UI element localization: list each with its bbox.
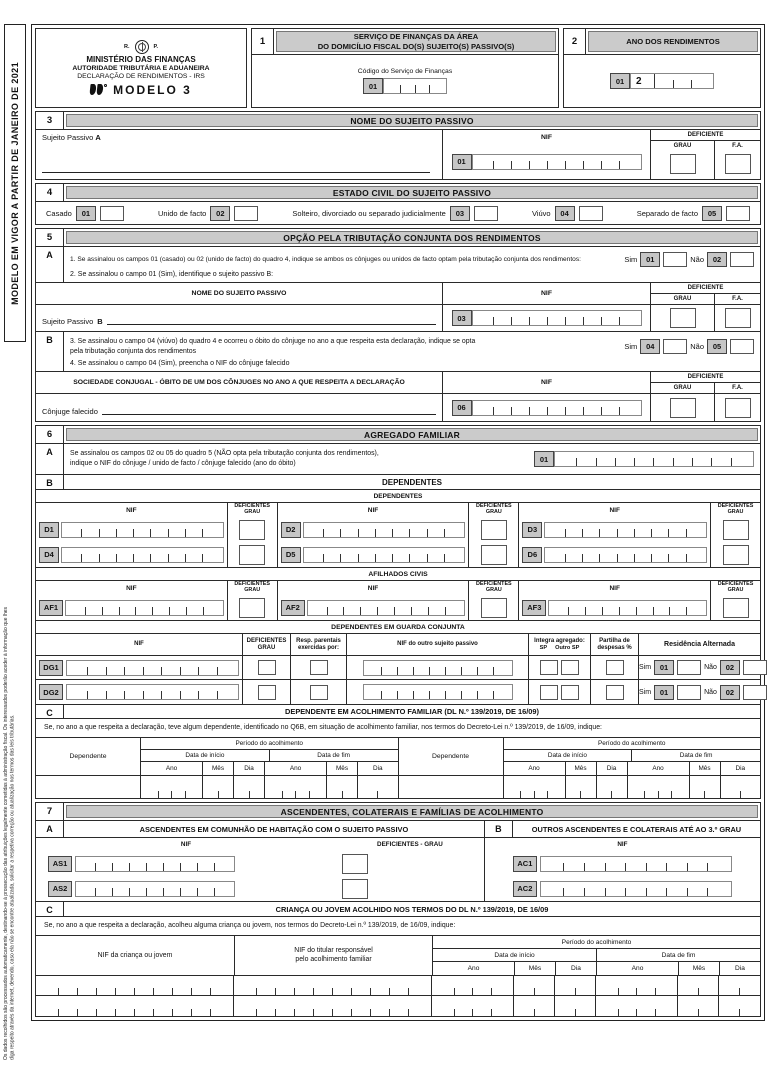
q1-title: SERVIÇO DE FINANÇAS DA ÁREA DO DOMICÍLIO FISCAL DO(S) SUJEITO(S) PASSIVO(S) <box>276 31 556 52</box>
q6c-letter: C <box>36 705 64 718</box>
q7a-block: A ASCENDENTES EM COMUNHÃO DE HABITAÇÃO COM O SUJEITO PASSIVO NIF DEFICIENTES - GRAU AS1 AS2 <box>36 821 485 901</box>
dg1-outro-sp-input[interactable] <box>561 660 579 675</box>
dg1-grau-input[interactable] <box>258 660 276 675</box>
fim-ano-input[interactable] <box>596 996 678 1016</box>
solteiro-checkbox[interactable] <box>474 206 498 221</box>
af1-nif-input[interactable] <box>65 600 224 616</box>
header-section <box>35 28 761 108</box>
d1-nif-input[interactable] <box>61 522 224 538</box>
sujeito-passivo-a-cell: Sujeito Passivo A <box>36 130 442 179</box>
model-validity-note: MODELO EM VIGOR A PARTIR DE JANEIRO DE 2021 <box>10 61 20 305</box>
q2-title: ANO DOS RENDIMENTOS <box>588 31 758 52</box>
dg2-nif-outro-input[interactable] <box>363 684 513 700</box>
q5b-letter: B <box>36 332 64 371</box>
d3-grau-input[interactable] <box>723 520 749 540</box>
dg2-resp-input[interactable] <box>310 685 328 700</box>
fim-ano-input[interactable] <box>596 976 678 995</box>
dependentes-subtitle: DEPENDENTES <box>36 490 760 503</box>
q7b-title: OUTROS ASCENDENTES E COLATERAIS ATÉ AO 3.º GRAU <box>531 824 742 834</box>
q5a-sim-nao: Sim 01 Não 02 <box>624 252 754 267</box>
nif-titular-input[interactable] <box>234 976 432 995</box>
q7-number: 7 <box>36 803 64 820</box>
estado-civil-casado: Casado 01 <box>46 206 124 221</box>
republic-emblem-icon <box>135 40 149 54</box>
inicio-ano-input[interactable] <box>432 996 514 1016</box>
nif-titular-header: NIF do titular responsável pelo acolhimento familiar <box>234 936 432 975</box>
field-code-01: 01 <box>610 73 630 89</box>
fim-mes-input[interactable] <box>327 776 358 798</box>
unido-checkbox[interactable] <box>234 206 258 221</box>
nif-crianca-header: NIF da criança ou jovem <box>97 952 173 960</box>
dg1-nif-input[interactable] <box>66 660 239 676</box>
guarda-conjunta-table: NIF DEFICIENTES GRAU Resp. parentais exercidas por: NIF do outro sujeito passivo Integra agregado: SP Outro SP Partilha de despesas % Residência Alternada DG1 Sim 01 Não 02 DG2 Sim 01 Não 02 <box>36 634 760 704</box>
dg2-grau-input[interactable] <box>258 685 276 700</box>
dependentes-table: NIF D1 D4 DEFICIENTES GRAU NIF D2 D5 DEFICIENTES GRAU NIF D3 D6 DEFICIENTES GRAU <box>36 503 760 568</box>
dependentes-title: DEPENDENTES <box>381 477 442 487</box>
modelo3-form <box>31 24 765 1021</box>
ac2-nif-input[interactable] <box>540 881 732 897</box>
q6a-letter: A <box>36 444 64 474</box>
q5a-line1: 1. Se assinalou os campos 01 (casado) ou 02 (unido de facto) do quadro 4, indique se ambos os cônjuges ou unidos de facto optam pela tributação conjunta dos rendimentos: <box>70 256 581 263</box>
acolhimento-dependente-table: Dependente Período do acolhimento Data de início Data de fim Ano Mês Dia Ano Mês Dia Dependente Período do acolhimento Data de início Data de fim Ano Mês Dia Ano Mês Dia <box>36 738 760 798</box>
inicio-dia-input[interactable] <box>555 996 596 1016</box>
q7c-text: Se, no ano a que respeita a declaração, acolheu alguma criança ou jovem, nos termos do Decreto-Lei n.º 139/2019, de 16/09, indique: <box>36 917 760 936</box>
as1-nif-input[interactable] <box>75 856 235 872</box>
q3-title: NOME DO SUJEITO PASSIVO <box>66 114 758 127</box>
ministry-block <box>35 28 247 108</box>
inicio-mes-input[interactable] <box>203 776 234 798</box>
field-code-01: 01 <box>363 78 383 94</box>
rp-right-label: P. <box>153 43 158 50</box>
fim-dia-input[interactable] <box>358 776 398 798</box>
inicio-mes-input[interactable] <box>514 996 555 1016</box>
q5a-nao-checkbox[interactable] <box>730 252 754 267</box>
d2-grau-input[interactable] <box>481 520 507 540</box>
dg1-residencia-nao-checkbox[interactable] <box>743 660 767 675</box>
name-a-input-line[interactable] <box>42 172 430 173</box>
nif-conjuge-falecido-input[interactable] <box>472 400 642 416</box>
dg1-residencia-sim-checkbox[interactable] <box>677 660 701 675</box>
servico-financas-input[interactable] <box>383 78 447 94</box>
q3-number: 3 <box>36 112 64 129</box>
q5b-line4: 4. Se assinalou o campo 04 (Sim), preencha o NIF do cônjuge falecido <box>70 360 290 368</box>
estado-civil-separado: Separado de facto 05 <box>637 206 750 221</box>
fa-a-input[interactable] <box>725 154 751 174</box>
dg2-residencia-sim-checkbox[interactable] <box>677 685 701 700</box>
conjuge-falecido-input-line[interactable] <box>102 414 436 415</box>
inicio-ano-input[interactable] <box>504 776 566 798</box>
crianca-acolhida-table: NIF da criança ou jovem NIF do titular responsável pelo acolhimento familiar Período do acolhimento Data de início Data de fim Ano Mês Dia Ano Mês Dia <box>36 936 760 1016</box>
q6c-text: Se, no ano a que respeita a declaração, teve algum dependente, identificado no Q6B, em situação de acolhimento familiar, nos termos do Decreto-Lei n.º 139/2019, de 16/09, indique: <box>36 719 760 738</box>
d5-nif-input[interactable] <box>303 547 466 563</box>
ac1-nif-input[interactable] <box>540 856 732 872</box>
inicio-dia-input[interactable] <box>597 776 628 798</box>
casado-checkbox[interactable] <box>100 206 124 221</box>
afilhados-title: AFILHADOS CIVIS <box>36 568 760 581</box>
grau-b-input[interactable] <box>670 308 696 328</box>
authority-name: AUTORIDADE TRIBUTÁRIA E ADUANEIRA <box>72 64 210 72</box>
nif-header: NIF <box>442 283 650 304</box>
dg1-nif-outro-input[interactable] <box>363 660 513 676</box>
nif-sp-b-input[interactable] <box>472 310 642 326</box>
dg1-partilha-input[interactable] <box>606 660 624 675</box>
nif-crianca-input[interactable] <box>36 976 234 995</box>
fim-mes-input[interactable] <box>678 996 719 1016</box>
dg2-residencia-nao-checkbox[interactable] <box>743 685 767 700</box>
dependente-1-input[interactable] <box>36 776 140 798</box>
inicio-mes-input[interactable] <box>566 776 597 798</box>
fa-falecido-input[interactable] <box>725 398 751 418</box>
nif-sp-a-input[interactable] <box>472 154 642 170</box>
q6-title: AGREGADO FAMILIAR <box>66 428 758 441</box>
viuvo-checkbox[interactable] <box>579 206 603 221</box>
q5a-sim-checkbox[interactable] <box>663 252 687 267</box>
field-code-03: 03 <box>452 310 472 326</box>
dg2-partilha-input[interactable] <box>606 685 624 700</box>
q5-number: 5 <box>36 229 64 246</box>
declaration-type: DECLARAÇÃO DE RENDIMENTOS - IRS <box>77 72 205 80</box>
quadro-4 <box>35 183 761 225</box>
d2-nif-input[interactable] <box>303 522 466 538</box>
af1-grau-input[interactable] <box>239 598 265 618</box>
nif-crianca-input[interactable] <box>36 996 234 1016</box>
inicio-ano-input[interactable] <box>432 976 514 995</box>
fa-b-input[interactable] <box>725 308 751 328</box>
ano-rendimentos-input[interactable]: 2 <box>630 73 714 89</box>
dg2-nif-input[interactable] <box>66 684 239 700</box>
servico-financas-caption: Código do Serviço de Finanças <box>357 68 453 75</box>
q6c-title: DEPENDENTE EM ACOLHIMENTO FAMILIAR (DL N.º 139/2019, DE 16/09) <box>285 707 539 717</box>
q6-number: 6 <box>36 426 64 443</box>
estado-civil-solteiro: Solteiro, divorciado ou separado judicialmente 03 <box>292 206 497 221</box>
q5b-sim-nao: Sim 04 Não 05 <box>624 339 754 354</box>
fim-mes-input[interactable] <box>690 776 721 798</box>
af2-nif-input[interactable] <box>307 600 466 616</box>
af3-nif-input[interactable] <box>548 600 707 616</box>
as2-nif-input[interactable] <box>75 881 235 897</box>
rp-left-label: R. <box>124 43 130 50</box>
q6b-letter: B <box>36 475 64 489</box>
inicio-dia-input[interactable] <box>555 976 596 995</box>
q5b-line3: 3. Se assinalou o campo 04 (viúvo) do quadro 4 e ocorreu o óbito do cônjuge no ano a que respeita esta declaração, indique se opta pela tributação conjunta dos rendimentos <box>70 338 476 355</box>
q4-title: ESTADO CIVIL DO SUJEITO PASSIVO <box>66 186 758 199</box>
conjuge-falecido-cell: Cônjuge falecido <box>36 394 442 421</box>
q2-ano-rendimentos <box>563 28 761 108</box>
q6a-text: Se assinalou os campos 02 ou 05 do quadro 5 (NÃO opta pela tributação conjunta dos rendimentos), indique o NIF do cônjuge / unido de facto / cônjuge falecido (ano do óbito) <box>70 449 379 468</box>
fim-dia-input[interactable] <box>719 976 760 995</box>
d3-nif-input[interactable] <box>544 522 707 538</box>
legal-note: Os dados recolhidos são processados automaticamente, destinando-se à prossecução das atribuições legalmente cometidas à administração fiscal. Os interessados poderão aceder à informação que lhes diga respeito através da internet, devendo, caso ela não se encontre atualizada, solicitar a respetiva correção ou atualização nos termos das leis tributárias. <box>3 606 16 1060</box>
inicio-ano-input[interactable] <box>141 776 203 798</box>
sujeito-passivo-b-cell: Sujeito Passivo B <box>36 305 442 331</box>
q5b-nao-checkbox[interactable] <box>730 339 754 354</box>
d5-grau-input[interactable] <box>481 545 507 565</box>
field-code-01: 01 <box>534 451 554 467</box>
q7b-block: B OUTROS ASCENDENTES E COLATERAIS ATÉ AO 3.º GRAU NIF AC1 AC2 <box>485 821 760 901</box>
as2-grau-input[interactable] <box>342 879 368 899</box>
nif-header: NIF <box>541 133 552 141</box>
as1-grau-input[interactable] <box>342 854 368 874</box>
estado-civil-unido: Unido de facto 02 <box>158 206 258 221</box>
q7-title: ASCENDENTES, COLATERAIS E FAMÍLIAS DE ACOLHIMENTO <box>66 805 758 818</box>
ministry-name: MINISTÉRIO DAS FINANÇAS <box>86 54 196 64</box>
inicio-dia-input[interactable] <box>234 776 265 798</box>
fim-dia-input[interactable] <box>719 996 760 1016</box>
fim-ano-input[interactable] <box>265 776 327 798</box>
quadro-5: 5 OPÇÃO PELA TRIBUTAÇÃO CONJUNTA DOS RENDIMENTOS A 1. Se assinalou os campos 01 (casado) ou 02 (unido de facto) do quadro 4, indique se ambos os cônjuges ou unidos de facto optam pela tributação conjunta dos rendimentos: Sim 01 Não 02 2. Se assinalou o campo 01 (Sim), identifique o sujeito passivo B: NOME DO SUJEITO PASSIVO NIF DEFICIENTE GRAU F.A. Sujeito Passivo B 03 B 3. Se assinalou o campo 04 (viúvo) do quadro 4 e ocorreu o óbito do cônjuge no ano a que respeita esta declaração, indique se opta pela tributação conjunta dos rendimentos Sim 04 Não 05 4. Se assinalou o campo 04 (Sim), preencha o NIF do cônjuge falecido SOCIEDADE CONJUGAL - ÓBITO DE UM DOS CÔNJUGES NO ANO A QUE RESPEITA A DECLARAÇÃO NIF DEFICIENTE GRAU F.A. Cônjuge falecido 06 <box>35 228 761 422</box>
model-label: MODELO 3 <box>113 82 192 97</box>
af3-grau-input[interactable] <box>723 598 749 618</box>
model-validity-box <box>4 24 26 342</box>
d4-nif-input[interactable] <box>61 547 224 563</box>
q2-number: 2 <box>564 29 586 54</box>
fim-mes-input[interactable] <box>678 976 719 995</box>
q5-nome-header: NOME DO SUJEITO PASSIVO <box>191 290 287 297</box>
q7c-title: CRIANÇA OU JOVEM ACOLHIDO NOS TERMOS DO DL N.º 139/2019, DE 16/09 <box>275 904 549 914</box>
estado-civil-viuvo: Viúvo 04 <box>532 206 603 221</box>
d1-grau-input[interactable] <box>239 520 265 540</box>
inicio-mes-input[interactable] <box>514 976 555 995</box>
nif-conjuge-q6a-input[interactable] <box>554 451 754 467</box>
quadro-3: 3 NOME DO SUJEITO PASSIVO Sujeito Passivo A NIF 01 DEFICIENTE GRAU F.A. <box>35 111 761 180</box>
quadro-6 <box>35 425 761 799</box>
name-b-input-line[interactable] <box>107 324 436 325</box>
q5a-line2: 2. Se assinalou o campo 01 (Sim), identifique o sujeito passivo B: <box>70 271 274 278</box>
afilhados-table: NIF AF1 DEFICIENTES GRAU NIF AF2 DEFICIENTES GRAU NIF AF3 DEFICIENTES GRAU <box>36 581 760 621</box>
field-code-06: 06 <box>452 400 472 416</box>
q1-servico-financas <box>251 28 559 108</box>
dependente-2-input[interactable] <box>399 776 503 798</box>
q5a-letter: A <box>36 247 64 282</box>
q1-number: 1 <box>252 29 274 54</box>
q7c-letter: C <box>36 902 64 916</box>
dg1-resp-input[interactable] <box>310 660 328 675</box>
separado-checkbox[interactable] <box>726 206 750 221</box>
q7a-title: ASCENDENTES EM COMUNHÃO DE HABITAÇÃO COM O SUJEITO PASSIVO <box>139 824 409 834</box>
fim-ano-input[interactable] <box>628 776 690 798</box>
af2-grau-input[interactable] <box>481 598 507 618</box>
grau-a-input[interactable] <box>670 154 696 174</box>
deficiente-header: DEFICIENTE <box>651 130 760 141</box>
guarda-conjunta-title: DEPENDENTES EM GUARDA CONJUNTA <box>36 621 760 634</box>
d6-nif-input[interactable] <box>544 547 707 563</box>
nif-header: NIF <box>442 372 650 393</box>
dg2-sp-input[interactable] <box>540 685 558 700</box>
field-code-01: 01 <box>452 154 472 170</box>
q4-number: 4 <box>36 184 64 201</box>
nif-titular-input[interactable] <box>234 996 432 1016</box>
q5-title: OPÇÃO PELA TRIBUTAÇÃO CONJUNTA DOS RENDIMENTOS <box>66 231 758 244</box>
d4-grau-input[interactable] <box>239 545 265 565</box>
grau-falecido-input[interactable] <box>670 398 696 418</box>
sociedade-conjugal-header: SOCIEDADE CONJUGAL - ÓBITO DE UM DOS CÔNJUGES NO ANO A QUE RESPEITA A DECLARAÇÃO <box>73 379 405 387</box>
quadro-7 <box>35 802 761 1017</box>
dg2-outro-sp-input[interactable] <box>561 685 579 700</box>
at-logo-icon <box>90 84 107 95</box>
q5b-sim-checkbox[interactable] <box>663 339 687 354</box>
d6-grau-input[interactable] <box>723 545 749 565</box>
dg1-sp-input[interactable] <box>540 660 558 675</box>
fim-dia-input[interactable] <box>721 776 761 798</box>
